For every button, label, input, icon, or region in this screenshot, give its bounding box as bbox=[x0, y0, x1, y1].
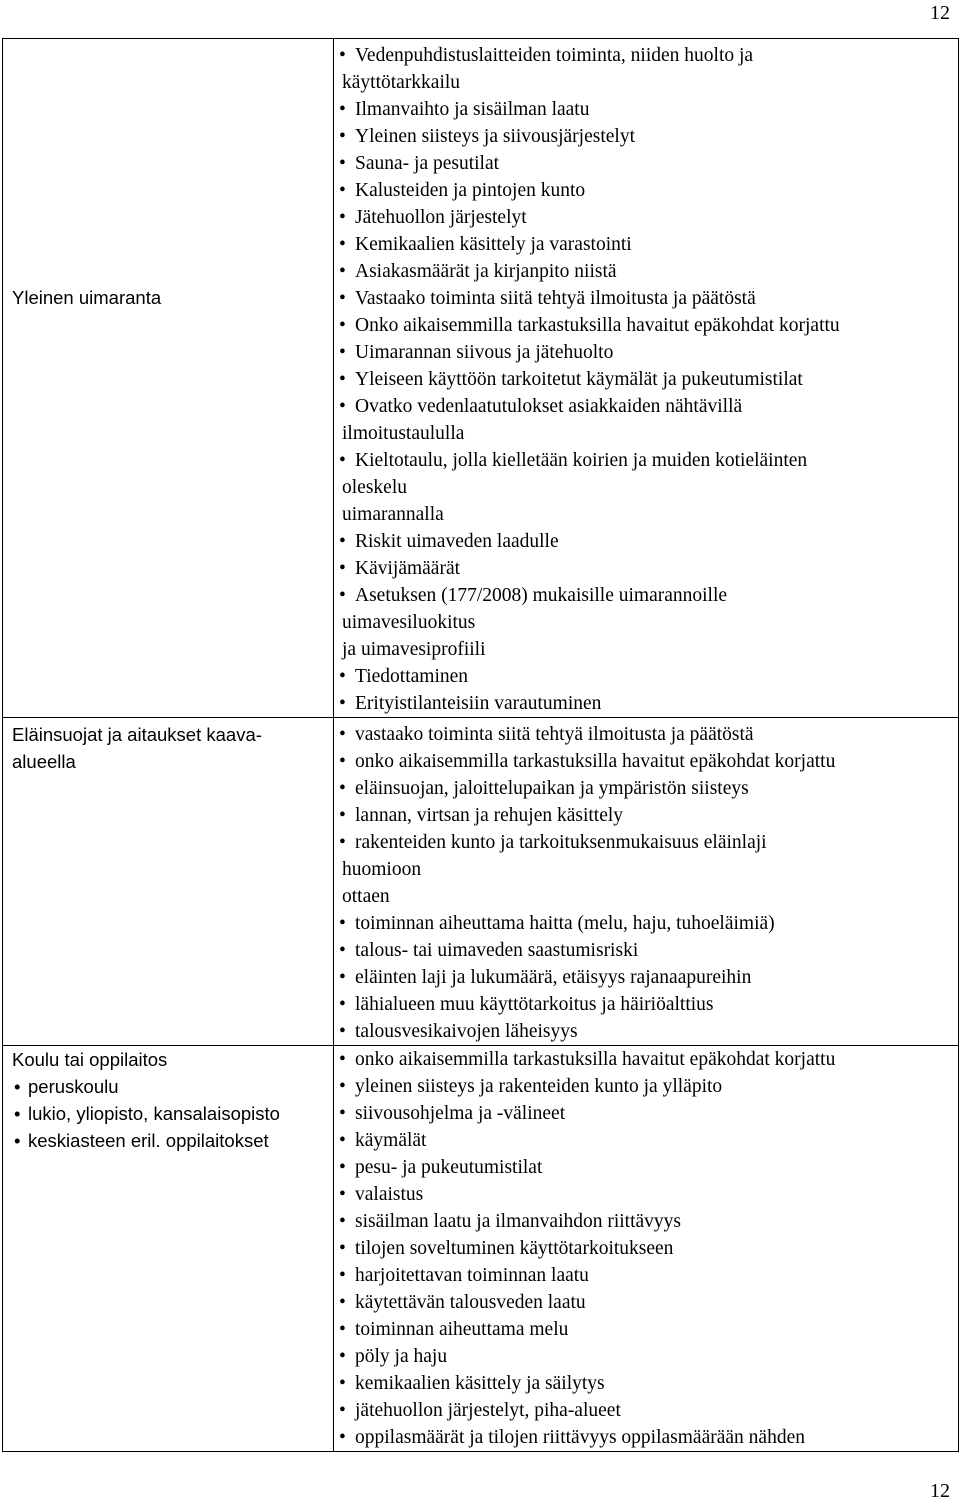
item-text: harjoitettavan toiminnan laatu bbox=[355, 1265, 589, 1286]
bullet-icon: • bbox=[339, 1238, 346, 1259]
bullet-icon: • bbox=[339, 99, 346, 120]
bullet-icon: • bbox=[339, 778, 346, 799]
row-items-cell bbox=[334, 1046, 959, 1452]
bullet-icon: • bbox=[339, 153, 346, 174]
bullet-icon: • bbox=[339, 940, 346, 961]
bullet-icon: • bbox=[339, 558, 346, 579]
bullet-icon: • bbox=[339, 585, 346, 606]
list-item-continuation bbox=[334, 856, 958, 883]
heading-line: alueella bbox=[12, 751, 76, 772]
list-item bbox=[334, 1343, 958, 1370]
list-item-continuation bbox=[334, 636, 958, 663]
bullet-icon: • bbox=[339, 1373, 346, 1394]
list-item bbox=[334, 1370, 958, 1397]
list-item bbox=[334, 1289, 958, 1316]
item-text: käymälät bbox=[355, 1130, 427, 1151]
list-item bbox=[334, 991, 958, 1018]
row-heading-cell bbox=[3, 1046, 334, 1452]
item-text: Kemikaalien käsittely ja varastointi bbox=[355, 234, 632, 255]
item-text: ilmoitustaululla bbox=[342, 423, 465, 444]
item-text: eläinsuojan, jaloittelupaikan ja ympäristön siisteys bbox=[355, 778, 749, 799]
bullet-icon: • bbox=[339, 1076, 346, 1097]
list-item bbox=[334, 177, 958, 204]
list-item bbox=[334, 582, 958, 609]
item-text: toiminnan aiheuttama melu bbox=[355, 1319, 569, 1340]
bullet-icon: • bbox=[339, 724, 346, 745]
bullet-icon: • bbox=[339, 994, 346, 1015]
list-item bbox=[334, 285, 958, 312]
item-text: Uimarannan siivous ja jätehuolto bbox=[355, 342, 614, 363]
item-text: toiminnan aiheuttama haitta (melu, haju, tuhoeläimiä) bbox=[355, 913, 775, 934]
bullet-icon: • bbox=[339, 207, 346, 228]
item-text: oppilasmäärät ja tilojen riittävyys oppilasmäärään nähden bbox=[355, 1427, 805, 1448]
list-item-continuation bbox=[334, 501, 958, 528]
item-text: pesu- ja pukeutumistilat bbox=[355, 1157, 543, 1178]
item-text: uimavesiluokitus bbox=[342, 612, 476, 633]
list-item bbox=[334, 1127, 958, 1154]
row-items-cell bbox=[334, 39, 959, 718]
list-item bbox=[334, 393, 958, 420]
list-item-continuation bbox=[334, 69, 958, 96]
bullet-icon: • bbox=[339, 1049, 346, 1070]
list-item bbox=[334, 204, 958, 231]
item-text: Kalusteiden ja pintojen kunto bbox=[355, 180, 586, 201]
inspection-table bbox=[2, 38, 959, 1452]
row-heading bbox=[12, 721, 262, 775]
item-text: huomioon bbox=[342, 859, 422, 880]
list-item bbox=[334, 802, 958, 829]
bullet-icon: • bbox=[339, 666, 346, 687]
heading-bullet-item bbox=[12, 1073, 280, 1100]
table-row bbox=[3, 718, 959, 1046]
bullet-icon: • bbox=[339, 1265, 346, 1286]
item-text: Vastaako toiminta siitä tehtyä ilmoitusta ja päätöstä bbox=[355, 288, 756, 309]
bullet-icon: • bbox=[339, 342, 346, 363]
bullet-icon: • bbox=[339, 126, 346, 147]
heading-bullet-text: keskiasteen eril. oppilaitokset bbox=[28, 1130, 269, 1151]
item-text: käyttötarkkailu bbox=[342, 72, 461, 93]
item-text: oleskelu bbox=[342, 477, 407, 498]
row-heading-cell bbox=[3, 39, 334, 718]
item-text: valaistus bbox=[355, 1184, 424, 1205]
table-row bbox=[3, 1046, 959, 1452]
list-item bbox=[334, 123, 958, 150]
list-item-continuation bbox=[334, 609, 958, 636]
bullet-icon: • bbox=[339, 1211, 346, 1232]
bullet-icon: • bbox=[339, 751, 346, 772]
bullet-icon: • bbox=[339, 1157, 346, 1178]
bullet-icon: • bbox=[339, 1427, 346, 1448]
bullet-icon: • bbox=[339, 805, 346, 826]
list-item bbox=[334, 829, 958, 856]
item-text: talous- tai uimaveden saastumisriski bbox=[355, 940, 639, 961]
item-text: Erityistilanteisiin varautuminen bbox=[355, 693, 602, 714]
item-text: eläinten laji ja lukumäärä, etäisyys rajanaapureihin bbox=[355, 967, 752, 988]
item-list bbox=[334, 1046, 958, 1451]
item-text: talousvesikaivojen läheisyys bbox=[355, 1021, 578, 1042]
item-text: vastaako toiminta siitä tehtyä ilmoitusta ja päätöstä bbox=[355, 724, 754, 745]
bullet-icon: • bbox=[14, 1103, 21, 1124]
heading-bullet-text: peruskoulu bbox=[28, 1076, 119, 1097]
item-list bbox=[334, 718, 958, 1045]
list-item bbox=[334, 690, 958, 717]
item-text: onko aikaisemmilla tarkastuksilla havaitut epäkohdat korjattu bbox=[355, 751, 836, 772]
item-text: Asiakasmäärät ja kirjanpito niistä bbox=[355, 261, 617, 282]
list-item bbox=[334, 1208, 958, 1235]
page-number-top: 12 bbox=[930, 2, 950, 24]
item-text: Sauna- ja pesutilat bbox=[355, 153, 500, 174]
list-item bbox=[334, 775, 958, 802]
heading-line: Eläinsuojat ja aitaukset kaava- bbox=[12, 724, 262, 745]
item-text: uimarannalla bbox=[342, 504, 444, 525]
list-item bbox=[334, 366, 958, 393]
item-text: Yleiseen käyttöön tarkoitetut käymälät ja pukeutumistilat bbox=[355, 369, 803, 390]
bullet-icon: • bbox=[339, 1400, 346, 1421]
item-text: lannan, virtsan ja rehujen käsittely bbox=[355, 805, 624, 826]
heading-title: Koulu tai oppilaitos bbox=[12, 1049, 168, 1070]
page-number-bottom: 12 bbox=[930, 1480, 950, 1502]
item-text: sisäilman laatu ja ilmanvaihdon riittävyys bbox=[355, 1211, 682, 1232]
list-item bbox=[334, 150, 958, 177]
item-text: kemikaalien käsittely ja säilytys bbox=[355, 1373, 605, 1394]
list-item bbox=[334, 1424, 958, 1451]
heading-bullet-item bbox=[12, 1100, 280, 1127]
list-item bbox=[334, 1154, 958, 1181]
list-item bbox=[334, 1397, 958, 1424]
list-item bbox=[334, 447, 958, 474]
list-item bbox=[334, 964, 958, 991]
item-text: yleinen siisteys ja rakenteiden kunto ja ylläpito bbox=[355, 1076, 723, 1097]
list-item bbox=[334, 231, 958, 258]
table-row bbox=[3, 39, 959, 718]
bullet-icon: • bbox=[339, 913, 346, 934]
list-item bbox=[334, 1235, 958, 1262]
item-text: käytettävän talousveden laatu bbox=[355, 1292, 586, 1313]
list-item bbox=[334, 937, 958, 964]
item-text: jätehuollon järjestelyt, piha-alueet bbox=[355, 1400, 621, 1421]
item-text: Riskit uimaveden laadulle bbox=[355, 531, 559, 552]
list-item bbox=[334, 1018, 958, 1045]
list-item bbox=[334, 1262, 958, 1289]
bullet-icon: • bbox=[339, 1021, 346, 1042]
item-text: Onko aikaisemmilla tarkastuksilla havaitut epäkohdat korjattu bbox=[355, 315, 840, 336]
list-item bbox=[334, 312, 958, 339]
bullet-icon: • bbox=[339, 369, 346, 390]
item-text: Jätehuollon järjestelyt bbox=[355, 207, 527, 228]
list-item bbox=[334, 910, 958, 937]
list-item bbox=[334, 96, 958, 123]
bullet-icon: • bbox=[339, 1346, 346, 1367]
list-item bbox=[334, 339, 958, 366]
bullet-icon: • bbox=[339, 1184, 346, 1205]
heading-line: Yleinen uimaranta bbox=[12, 287, 162, 308]
row-heading-cell bbox=[3, 718, 334, 1046]
bullet-icon: • bbox=[339, 261, 346, 282]
list-item bbox=[334, 1100, 958, 1127]
item-text: siivousohjelma ja -välineet bbox=[355, 1103, 566, 1124]
item-list bbox=[334, 39, 958, 717]
list-item bbox=[334, 42, 958, 69]
list-item bbox=[334, 748, 958, 775]
row-heading bbox=[12, 1046, 280, 1154]
bullet-icon: • bbox=[339, 1103, 346, 1124]
row-heading bbox=[12, 284, 161, 311]
bullet-icon: • bbox=[339, 531, 346, 552]
item-text: Tiedottaminen bbox=[355, 666, 469, 687]
bullet-icon: • bbox=[339, 45, 346, 66]
item-text: Ilmanvaihto ja sisäilman laatu bbox=[355, 99, 590, 120]
item-text: ja uimavesiprofiili bbox=[342, 639, 486, 660]
bullet-icon: • bbox=[339, 967, 346, 988]
item-text: lähialueen muu käyttötarkoitus ja häiriöalttius bbox=[355, 994, 714, 1015]
item-text: onko aikaisemmilla tarkastuksilla havaitut epäkohdat korjattu bbox=[355, 1049, 836, 1070]
list-item bbox=[334, 721, 958, 748]
bullet-icon: • bbox=[339, 1130, 346, 1151]
heading-bullet-item bbox=[12, 1127, 280, 1154]
bullet-icon: • bbox=[14, 1130, 21, 1151]
item-text: Asetuksen (177/2008) mukaisille uimarannoille bbox=[355, 585, 728, 606]
list-item bbox=[334, 258, 958, 285]
bullet-icon: • bbox=[339, 234, 346, 255]
item-text: Kieltotaulu, jolla kielletään koirien ja muiden kotieläinten bbox=[355, 450, 808, 471]
bullet-icon: • bbox=[339, 180, 346, 201]
item-text: Kävijämäärät bbox=[355, 558, 461, 579]
list-item bbox=[334, 663, 958, 690]
bullet-icon: • bbox=[14, 1076, 21, 1097]
list-item-continuation bbox=[334, 474, 958, 501]
bullet-icon: • bbox=[339, 288, 346, 309]
bullet-icon: • bbox=[339, 396, 346, 417]
bullet-icon: • bbox=[339, 693, 346, 714]
bullet-icon: • bbox=[339, 450, 346, 471]
list-item bbox=[334, 1073, 958, 1100]
item-text: pöly ja haju bbox=[355, 1346, 448, 1367]
bullet-icon: • bbox=[339, 1292, 346, 1313]
list-item bbox=[334, 1046, 958, 1073]
list-item bbox=[334, 528, 958, 555]
bullet-icon: • bbox=[339, 315, 346, 336]
item-text: tilojen soveltuminen käyttötarkoitukseen bbox=[355, 1238, 674, 1259]
item-text: Ovatko vedenlaatutulokset asiakkaiden nähtävillä bbox=[355, 396, 743, 417]
item-text: ottaen bbox=[342, 886, 390, 907]
heading-bullet-text: lukio, yliopisto, kansalaisopisto bbox=[28, 1103, 280, 1124]
list-item bbox=[334, 1316, 958, 1343]
bullet-icon: • bbox=[339, 1319, 346, 1340]
list-item bbox=[334, 555, 958, 582]
list-item bbox=[334, 1181, 958, 1208]
item-text: Vedenpuhdistuslaitteiden toiminta, niiden huolto ja bbox=[355, 45, 754, 66]
list-item-continuation bbox=[334, 420, 958, 447]
item-text: rakenteiden kunto ja tarkoituksenmukaisuus eläinlaji bbox=[355, 832, 767, 853]
item-text: Yleinen siisteys ja siivousjärjestelyt bbox=[355, 126, 635, 147]
bullet-icon: • bbox=[339, 832, 346, 853]
list-item-continuation bbox=[334, 883, 958, 910]
row-items-cell bbox=[334, 718, 959, 1046]
